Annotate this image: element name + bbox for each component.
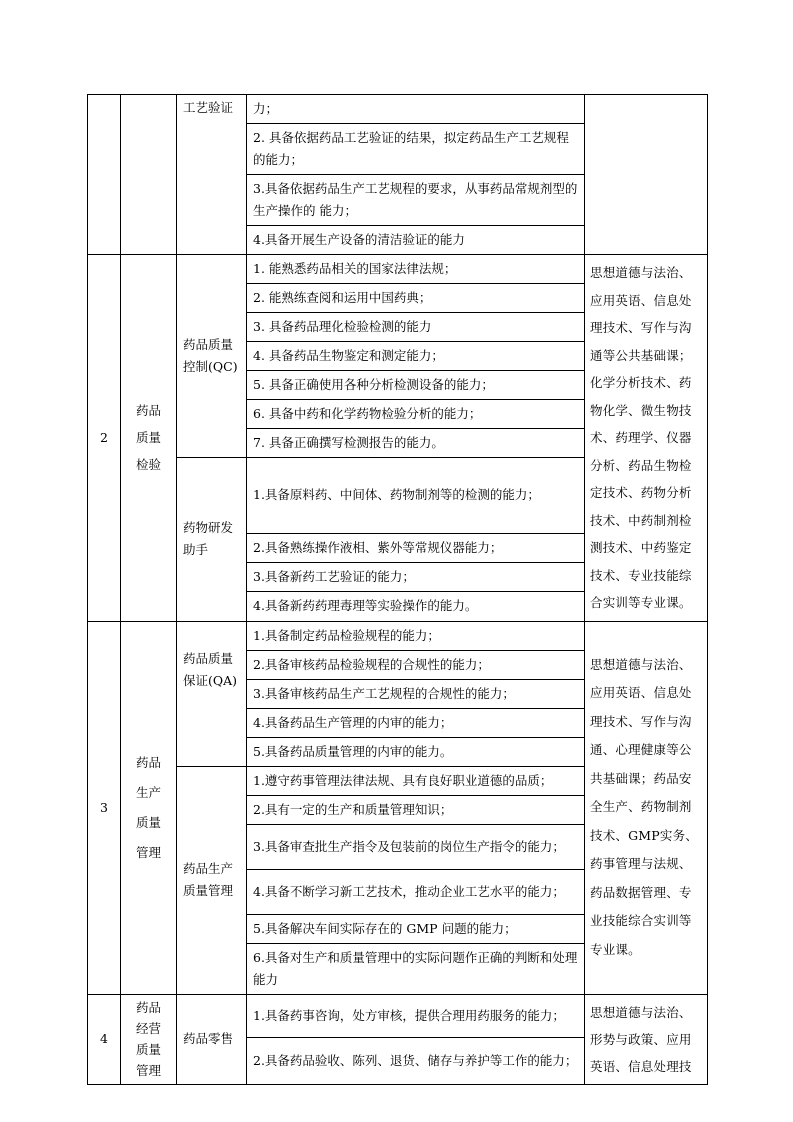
role-cell: 药物研发助手: [177, 458, 247, 622]
courses-cell: 思想道德与法治、应用英语、信息处理技术、写作与沟通等公共基础课；化学分析技术、药物化学、微生物技术、药理学、仪器分析、药品生物检定技术、药物分析技术、中药制剂检测技术、中药鉴定技术、专业技能综合实训等专业课。: [585, 255, 708, 622]
ability-cell: 5.具备药品质量管理的内审的能力。: [247, 737, 585, 766]
post-line: 质量: [135, 430, 161, 446]
ability-cell: 4.具备药品生产管理的内审的能力；: [247, 708, 585, 737]
ability-cell: 3.具备依据药品生产工艺规程的要求，从事药品常规剂型的生产操作的 能力；: [247, 175, 585, 226]
num-cell: 2: [88, 255, 121, 622]
role-cell: 工艺验证: [177, 95, 247, 255]
courses-cell: [585, 95, 708, 255]
post-line: 管理: [135, 844, 161, 860]
curriculum-table: [87, 94, 708, 1085]
table-row: [88, 95, 708, 124]
ability-cell: 2.具备审核药品检验规程的合规性的能力；: [247, 650, 585, 679]
ability-cell: 1.遵守药事管理法律法规、具有良好职业道德的品质；: [247, 766, 585, 795]
post-cell: [121, 255, 177, 622]
ability-cell: 1.具备药事咨询，处方审核，提供合理用药服务的能力；: [247, 994, 585, 1038]
ability-cell: 4.具备不断学习新工艺技术，推动企业工艺水平的能力；: [247, 869, 585, 914]
ability-cell: 6.具备对生产和质量管理中的实际问题作正确的判断和处理能力: [247, 943, 585, 994]
ability-cell: 2.具有一定的生产和质量管理知识；: [247, 795, 585, 824]
post-line: 管理: [135, 1063, 161, 1078]
ability-cell: 6. 具备中药和化学药物检验分析的能力；: [247, 400, 585, 429]
ability-cell: 7. 具备正确撰写检测报告的能力。: [247, 429, 585, 458]
role-cell: 药品质量保证(QA): [177, 621, 247, 766]
post-line: 质量: [135, 1042, 161, 1057]
table-row: [88, 994, 708, 1038]
post-line: 质量: [135, 814, 161, 830]
ability-cell: 力；: [247, 95, 585, 124]
table-row: [88, 621, 708, 650]
post-line: 经营: [135, 1021, 161, 1036]
role-cell: 药品质量控制(QC): [177, 255, 247, 458]
ability-cell: 5. 具备正确使用各种分析检测设备的能力；: [247, 371, 585, 400]
ability-cell: 3.具备审查批生产指令及包装前的岗位生产指令的能力；: [247, 824, 585, 869]
ability-cell: 3. 具备药品理化检验检测的能力: [247, 313, 585, 342]
ability-cell: 3.具备新药工艺验证的能力；: [247, 562, 585, 591]
role-cell: 药品生产质量管理: [177, 766, 247, 994]
ability-cell: 1. 能熟悉药品相关的国家法律法规；: [247, 255, 585, 284]
ability-cell: 2. 具备依据药品工艺验证的结果，拟定药品生产工艺规程的能力；: [247, 124, 585, 175]
post-line: 生产: [135, 784, 161, 800]
ability-cell: 4. 具备药品生物鉴定和测定能力；: [247, 342, 585, 371]
ability-cell: 1.具备制定药品检验规程的能力；: [247, 621, 585, 650]
ability-cell: 5.具备解决车间实际存在的 GMP 问题的能力；: [247, 914, 585, 943]
ability-cell: 2.具备药品验收、陈列、退货、储存与养护等工作的能力；: [247, 1038, 585, 1084]
num-cell: 3: [88, 621, 121, 994]
post-line: 药品: [135, 1000, 161, 1015]
ability-cell: 3.具备审核药品生产工艺规程的合规性的能力；: [247, 679, 585, 708]
ability-cell: 4.具备新药药理毒理等实验操作的能力。: [247, 591, 585, 621]
num-cell: [88, 95, 121, 255]
ability-cell: 4.具备开展生产设备的清洁验证的能力: [247, 226, 585, 255]
post-line: 检验: [135, 457, 161, 473]
post-cell: [121, 621, 177, 994]
post-line: 药品: [135, 403, 161, 419]
ability-cell: 2.具备熟练操作液相、紫外等常规仪器能力；: [247, 533, 585, 562]
ability-cell: 1.具备原料药、中间体、药物制剂等的检测的能力；: [247, 458, 585, 534]
courses-cell: 思想道德与法治、应用英语、信息处理技术、写作与沟通、心理健康等公共基础课；药品安全生产、药物制剂技术、GMP实务、药事管理与法规、药品数据管理、专业技能综合实训等专业课。: [585, 621, 708, 994]
post-cell: [121, 95, 177, 255]
courses-cell: 思想道德与法治、形势与政策、应用英语、信息处理技: [585, 994, 708, 1084]
table-row: [88, 255, 708, 284]
role-cell: 药品零售: [177, 994, 247, 1084]
post-line: 药品: [135, 754, 161, 770]
num-cell: 4: [88, 994, 121, 1084]
post-cell: [121, 994, 177, 1084]
ability-cell: 2. 能熟练查阅和运用中国药典；: [247, 284, 585, 313]
